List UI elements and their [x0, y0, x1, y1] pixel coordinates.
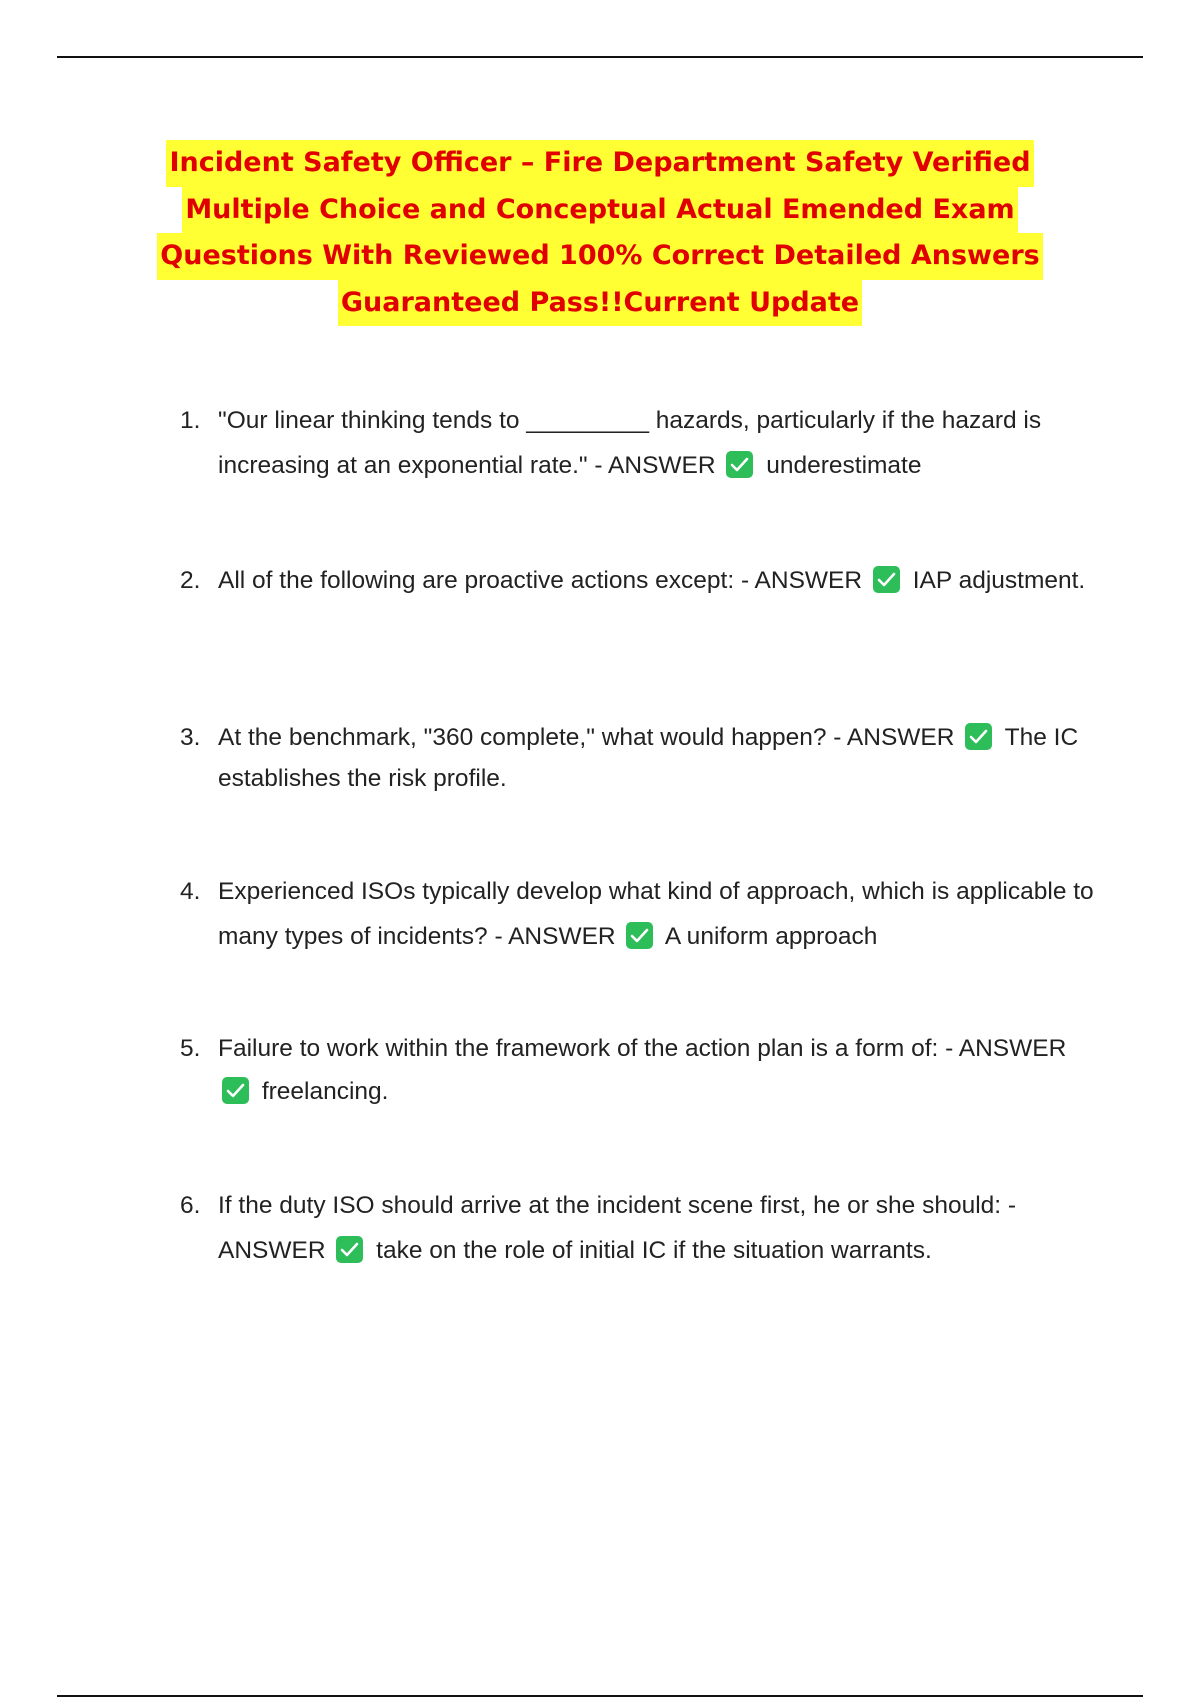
question-item — [180, 1027, 1100, 1113]
title-line-3: Questions With Reviewed 100% Correct Detailed Answers — [157, 233, 1042, 280]
title-line-4: Guaranteed Pass!!Current Update — [338, 280, 862, 327]
question-number: 1. — [180, 407, 201, 434]
question-body — [218, 560, 1100, 601]
question-text: If the duty ISO should arrive at the incident scene first, he or she should: - ANSWER — [218, 1192, 1017, 1264]
question-item — [180, 869, 1100, 959]
question-number: 5. — [180, 1035, 201, 1062]
check-mark-icon — [222, 1077, 249, 1104]
question-number: 4. — [180, 878, 201, 905]
answer-text: The IC establishes the risk profile. — [218, 724, 1079, 792]
question-text: "Our linear thinking tends to _________ hazards, particularly if the hazard is increasing at an exponential rate." - ANSWER — [218, 407, 1042, 479]
question-number: 2. — [180, 567, 201, 594]
question-body — [218, 869, 1100, 959]
bottom-rule — [57, 1695, 1143, 1697]
question-item — [180, 1183, 1100, 1273]
title-line-2: Multiple Choice and Conceptual Actual Emended Exam — [182, 187, 1017, 234]
title-line-1: Incident Safety Officer – Fire Department Safety Verified — [166, 140, 1033, 187]
check-mark-icon — [626, 922, 653, 949]
answer-text: take on the role of initial IC if the situation warrants. — [376, 1237, 932, 1264]
question-text: Experienced ISOs typically develop what kind of approach, which is applicable to many types of incidents? - ANSWER — [218, 878, 1094, 950]
check-mark-icon — [873, 566, 900, 593]
question-body — [218, 1183, 1100, 1273]
question-item — [180, 717, 1100, 799]
answer-text: IAP adjustment. — [912, 567, 1086, 594]
question-text: All of the following are proactive actions except: - ANSWER — [218, 567, 863, 594]
question-number: 3. — [180, 724, 201, 751]
question-number: 6. — [180, 1192, 201, 1219]
question-item — [180, 398, 1100, 488]
document-title — [150, 140, 1050, 326]
question-item — [180, 560, 1100, 601]
question-body — [218, 398, 1100, 488]
question-text: Failure to work within the framework of the action plan is a form of: - ANSWER — [218, 1035, 1067, 1062]
answer-text: A uniform approach — [664, 923, 878, 950]
check-mark-icon — [965, 723, 992, 750]
question-text: At the benchmark, "360 complete," what would happen? - ANSWER — [218, 724, 955, 751]
answer-text: freelancing. — [261, 1078, 389, 1105]
question-body — [218, 717, 1100, 799]
top-rule — [57, 56, 1143, 58]
check-mark-icon — [726, 451, 753, 478]
answer-text: underestimate — [766, 452, 922, 479]
question-body — [218, 1027, 1100, 1113]
check-mark-icon — [336, 1236, 363, 1263]
